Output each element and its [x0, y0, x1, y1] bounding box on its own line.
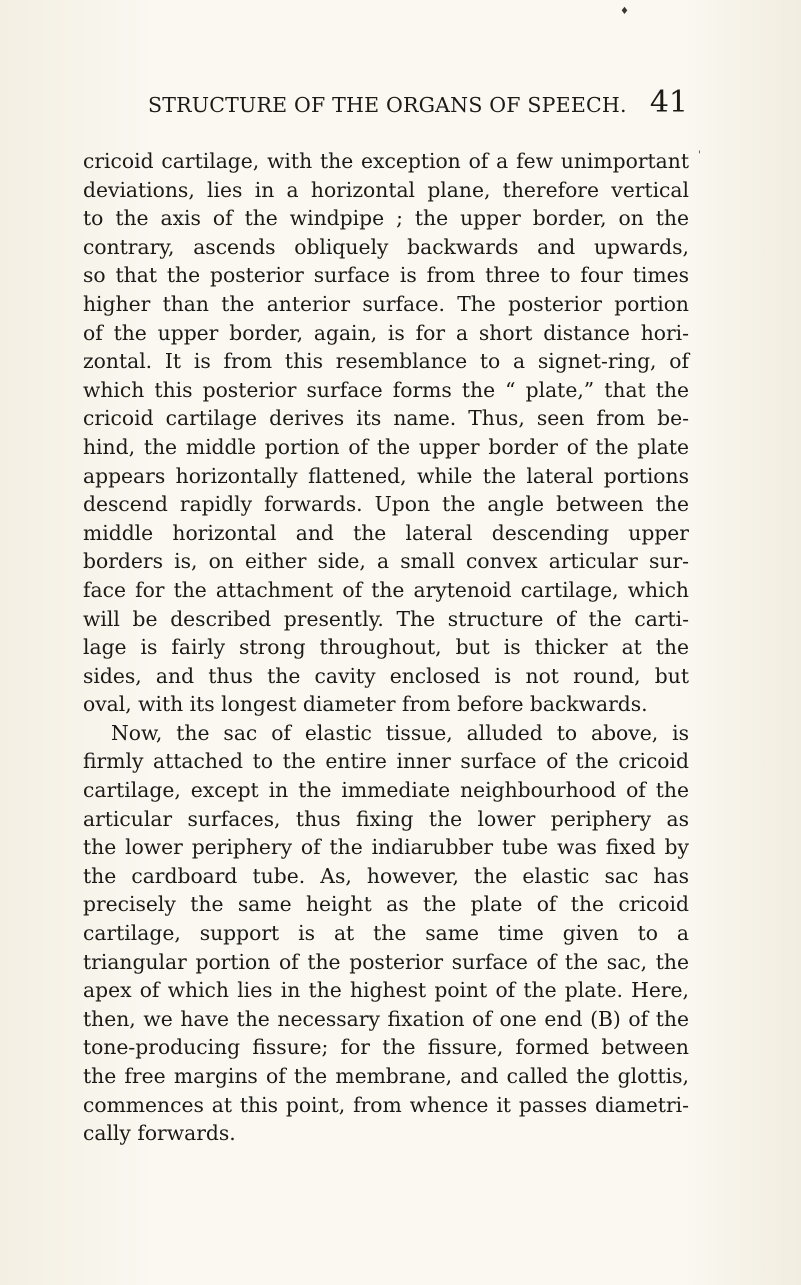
- text-line: cricoid cartilage, with the exception of a few unimportant: [83, 149, 689, 173]
- text-line: deviations, lies in a horizontal plane, therefore vertical: [83, 177, 689, 202]
- text-line: apex of which lies in the highest point of the plate. Here,: [83, 978, 689, 1003]
- page-header: [148, 85, 688, 125]
- text-line: cally forwards.: [83, 1121, 236, 1146]
- text-line: the cardboard tube. As, however, the elastic sac has: [83, 863, 689, 888]
- text-line: cricoid cartilage derives its name. Thus, seen from be-: [83, 406, 689, 431]
- text-line: the free margins of the membrane, and called the glottis,: [83, 1064, 689, 1088]
- text-line: cartilage, support is at the same time given to a: [83, 921, 689, 946]
- text-line: zontal. It is from this resemblance to a signet-ring, of: [83, 349, 689, 374]
- text-line: lage is fairly strong throughout, but is thicker at the: [83, 635, 689, 660]
- text-line: cartilage, except in the immediate neighbourhood of the: [83, 778, 689, 803]
- text-line: higher than the anterior surface. The posterior portion: [83, 291, 689, 316]
- text-line: tone-producing fissure; for the fissure, formed between: [83, 1035, 689, 1060]
- text-line: to the axis of the windpipe ; the upper border, on the: [83, 206, 689, 231]
- text-line: sides, and thus the cavity enclosed is not round, but: [83, 663, 689, 688]
- text-line: so that the posterior surface is from three to four times: [83, 263, 689, 288]
- text-line: oval, with its longest diameter from before backwards.: [83, 692, 648, 717]
- print-speck: ': [698, 150, 701, 161]
- text-line: the lower periphery of the indiarubber tube was fixed by: [83, 835, 689, 860]
- page-number: 41: [649, 85, 688, 120]
- text-line: precisely the same height as the plate of the cricoid: [83, 892, 689, 917]
- text-line: borders is, on either side, a small convex articular sur-: [83, 549, 689, 574]
- text-line: will be described presently. The structure of the carti-: [83, 606, 689, 631]
- text-line: descend rapidly forwards. Upon the angle between the: [83, 492, 689, 517]
- text-line: face for the attachment of the arytenoid cartilage, which: [83, 577, 689, 602]
- text-line: articular surfaces, thus fixing the lower periphery as: [83, 806, 689, 831]
- text-line: triangular portion of the posterior surface of the sac, the: [83, 949, 689, 974]
- print-speck: ♦: [620, 6, 629, 17]
- body-text: [83, 147, 689, 1148]
- text-line: commences at this point, from whence it passes diametri-: [83, 1092, 689, 1117]
- text-line: of the upper border, again, is for a short distance hori-: [83, 320, 689, 345]
- running-head: STRUCTURE OF THE ORGANS OF SPEECH.: [148, 93, 627, 117]
- text-line: contrary, ascends obliquely backwards and upwards,: [83, 234, 689, 259]
- text-line: appears horizontally flattened, while the lateral portions: [83, 463, 689, 488]
- text-line: then, we have the necessary fixation of one end (B) of the: [83, 1006, 689, 1031]
- text-line: Now, the sac of elastic tissue, alluded to above, is: [111, 720, 689, 745]
- text-line: middle horizontal and the lateral descending upper: [83, 520, 689, 545]
- text-line: which this posterior surface forms the “ plate,” that the: [83, 377, 689, 402]
- text-line: firmly attached to the entire inner surface of the cricoid: [83, 749, 689, 774]
- text-line: hind, the middle portion of the upper border of the plate: [83, 434, 689, 459]
